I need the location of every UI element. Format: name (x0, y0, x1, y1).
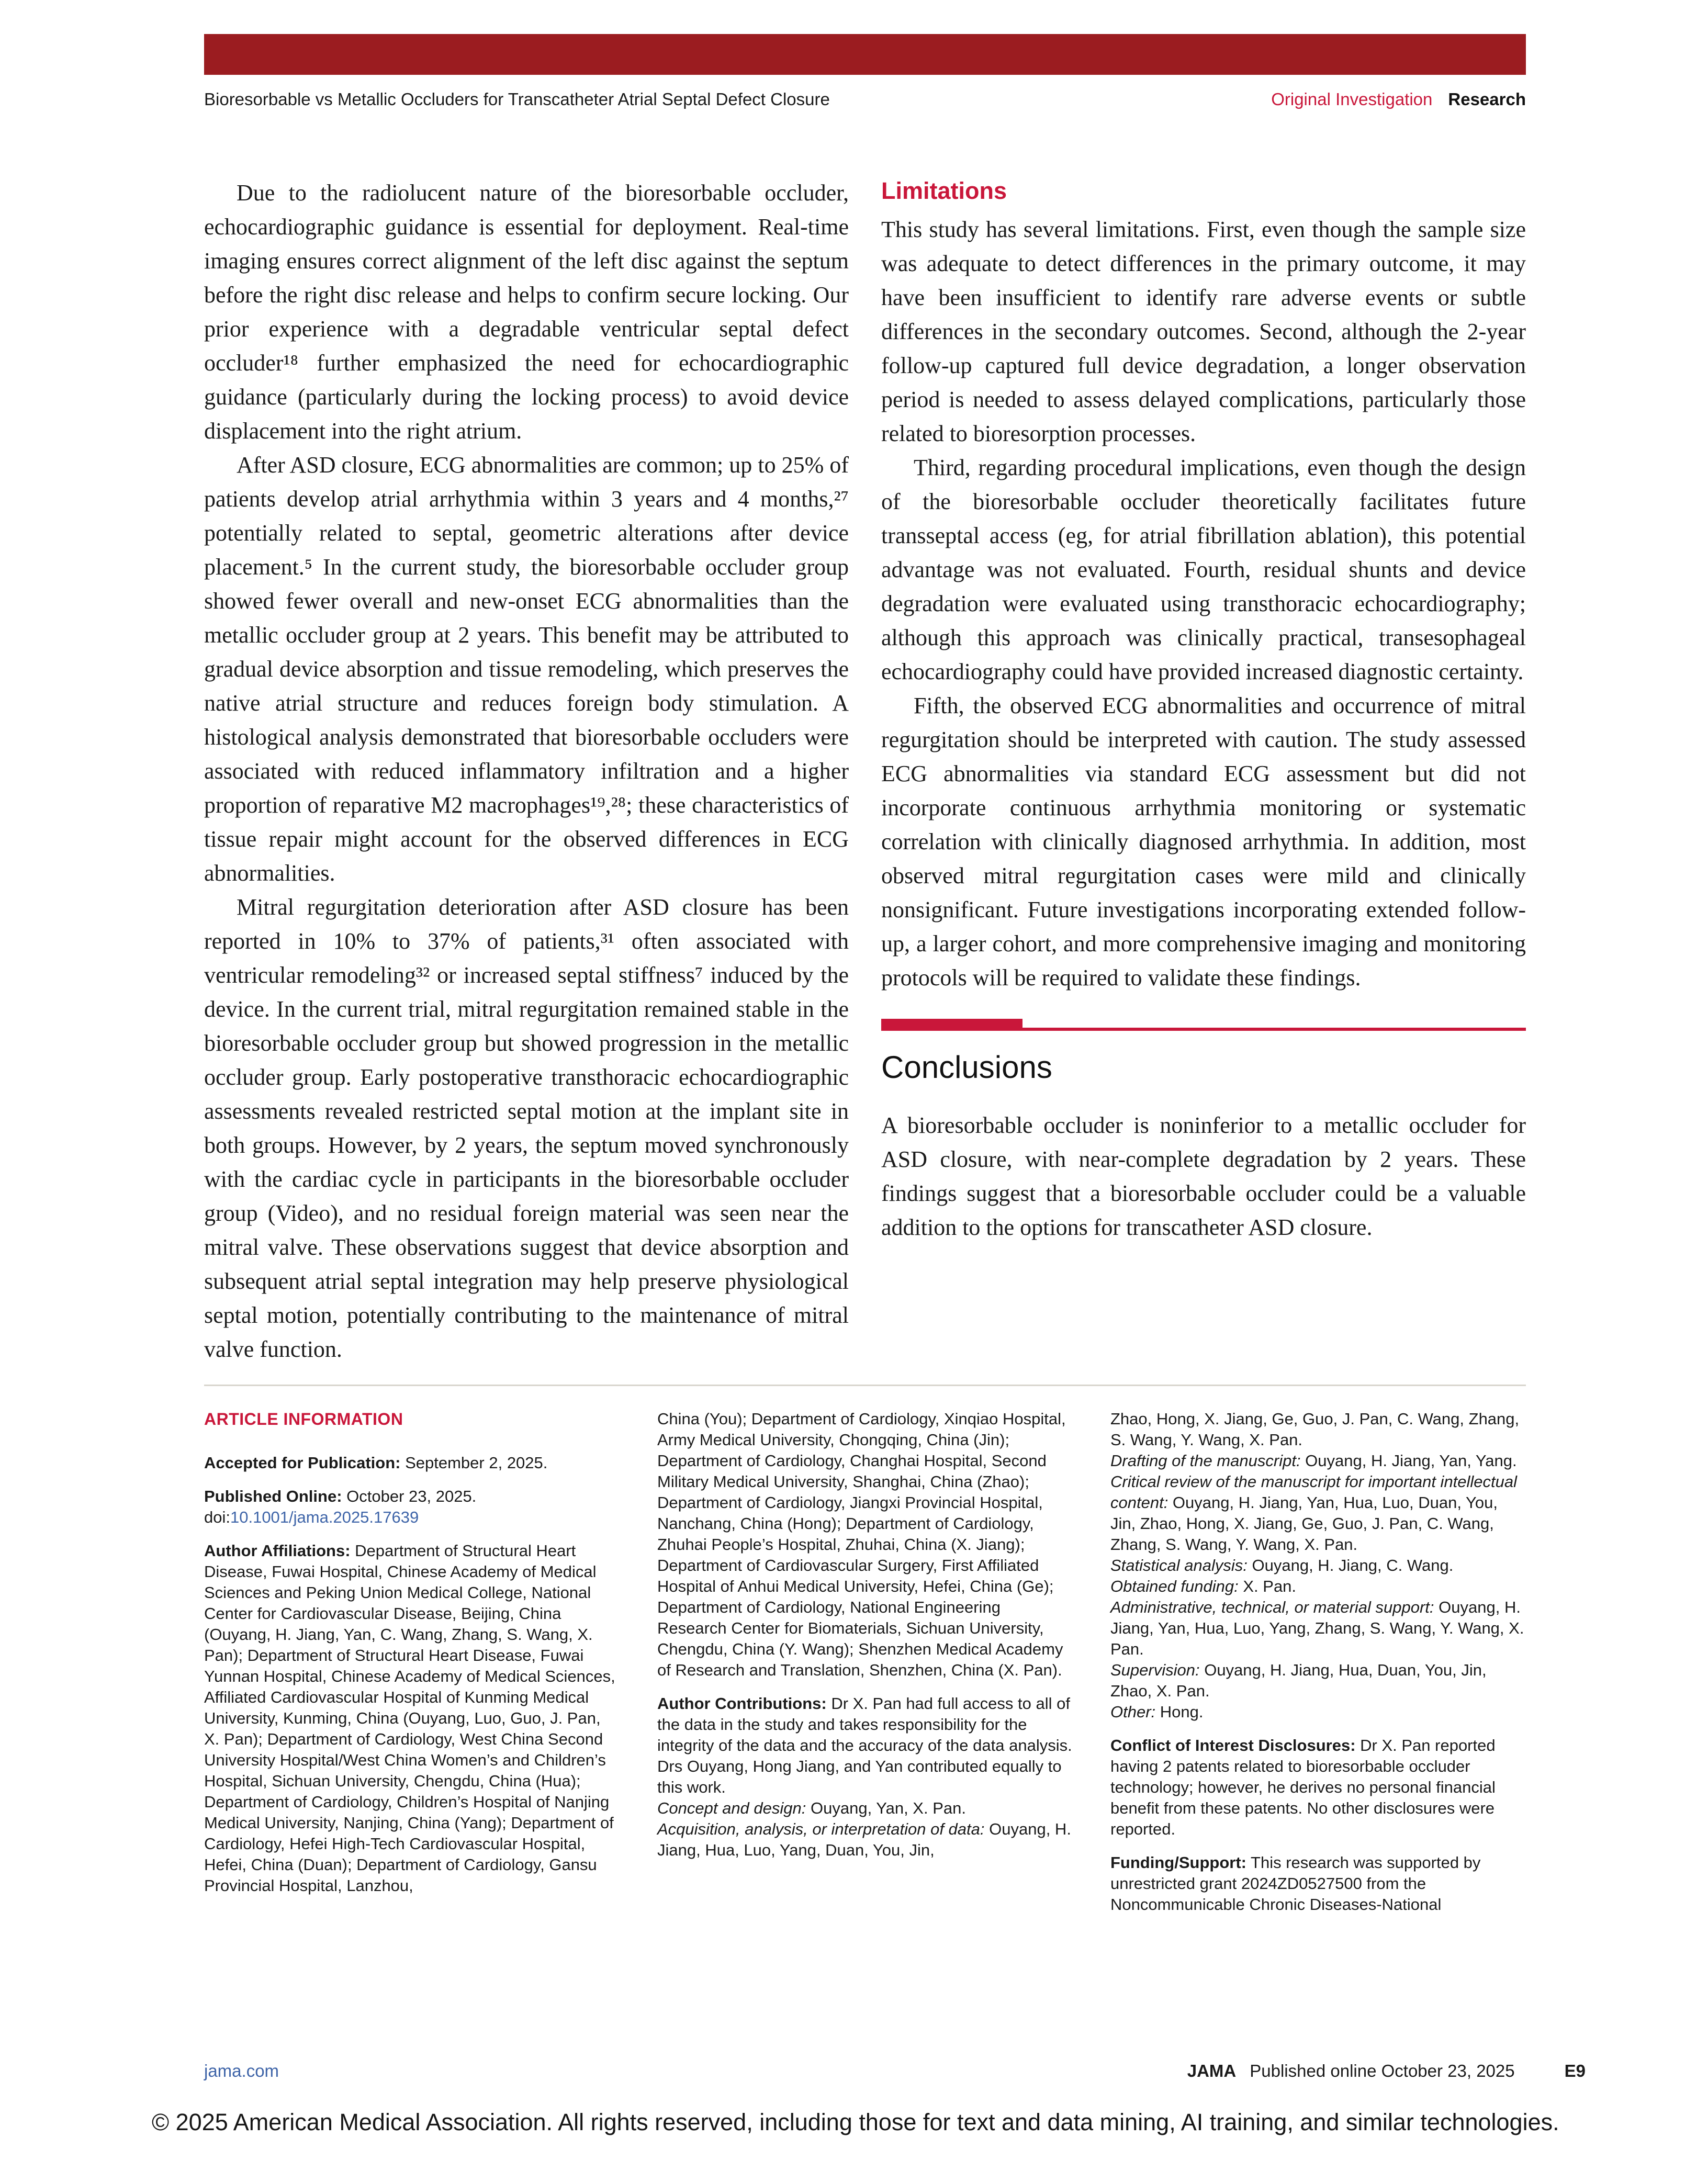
concept-label: Concept and design: (657, 1799, 806, 1817)
critical-review-entry (1110, 1471, 1525, 1555)
article-information-section (204, 1409, 1526, 1915)
published-online-footer: Published online October 23, 2025 (1250, 2061, 1515, 2080)
statistical-text: Ouyang, H. Jiang, C. Wang. (1247, 1556, 1454, 1574)
published-online (204, 1486, 619, 1528)
funding-support (1110, 1852, 1525, 1915)
concept-text: Ouyang, Yan, X. Pan. (806, 1799, 966, 1817)
conflict-disclosures (1110, 1735, 1525, 1840)
funding-label: Funding/Support: (1110, 1853, 1246, 1872)
body-paragraph: This study has several limitations. First, even though the sample size was adequate to detect differences in the primary outcome, it may have been insufficient to identify rare adverse events or subtle differences in the secondary outcomes. Second, although the 2-year follow-up captured full device degradation, a longer observation period is needed to assess delayed complications, particularly those related to bioresorption processes. (881, 217, 1526, 446)
acquisition-continued (1110, 1409, 1525, 1450)
body-paragraph: Fifth, the observed ECG abnormalities and occurrence of mitral regurgitation should be interpreted with caution. The study assessed ECG abnormalities via standard ECG assessment but did not incorporate continuous arrhythmia monitoring or systematic correlation with clinically diagnosed arrhythmia. In addition, most observed mitral regurgitation cases were mild and clinically nonsignificant. Future investigations incorporating extended follow-up, a larger cohort, and more comprehensive imaging and monitoring protocols will be required to validate these findings. (881, 693, 1526, 991)
body-paragraph: A bioresorbable occluder is noninferior to a metallic occluder for ASD closure, with near-complete degradation by 2 years. These findings suggest that a bioresorbable occluder could be a valuable addition to the options for transcatheter ASD closure. (881, 1112, 1526, 1240)
statistical-label: Statistical analysis: (1110, 1556, 1248, 1574)
doi-line (204, 1507, 419, 1528)
contributions-text: Dr X. Pan had full access to all of the data in the study and takes responsibility for the integrity of the data and the accuracy of the data analysis. Drs Ouyang, Hong Jiang, and Yan contributed equally to this work. (657, 1694, 1072, 1796)
obtained-text: X. Pan. (1238, 1577, 1297, 1595)
conflict-label: Conflict of Interest Disclosures: (1110, 1736, 1356, 1754)
drafting-text: Ouyang, H. Jiang, Yan, Yang. (1300, 1452, 1517, 1470)
admin-text: Ouyang, H. Jiang, Yan, Hua, Luo, Yang, Zhang, S. Wang, Y. Wang, X. Pan. (1110, 1598, 1524, 1658)
critical-text: Ouyang, H. Jiang, Yan, Hua, Luo, Duan, You, Jin, Zhao, Hong, X. Jiang, Ge, Guo, J. Pan, C. Wang, Zhang, S. Wang, Y. Wang, X. Pan. (1110, 1493, 1498, 1554)
footer-right (1187, 2061, 1586, 2082)
info-column-3 (1110, 1409, 1525, 1915)
doi-link[interactable]: 10.1001/jama.2025.17639 (230, 1508, 419, 1526)
contributions-label: Author Contributions: (657, 1694, 827, 1713)
body-paragraph: Mitral regurgitation deterioration after ASD closure has been reported in 10% to 37% of patients,³¹ often associated with ventricular remodeling³² or increased septal stiffness⁷ induced by the device. In the current trial, mitral regurgitation remained stable in the bioresorbable occluder group but showed progression in the metallic occluder group. Early postoperative transthoracic echocardiographic assessments revealed restricted septal motion at the implant site in both groups. However, by 2 years, the septum moved synchronously with the cardiac cycle in participants in the bioresorbable occluder group (Video), and no residual foreign material was seen near the mitral valve. These observations suggest that device absorption and subsequent atrial septal integration may help preserve physiological septal motion, potentially contributing to the maintenance of mitral valve function. (204, 894, 849, 1362)
acquisition-text: Ouyang, H. Jiang, Hua, Luo, Yang, Duan, You, Jin, (657, 1820, 1071, 1859)
body-paragraph: Third, regarding procedural implications, even though the design of the bioresorbable occluder theoretically facilitates future transseptal access (eg, for atrial fibrillation ablation), this potential advantage was not evaluated. Fourth, residual shunts and device degradation were evaluated using transthoracic echocardiography; although this approach was clinically practical, transesophageal echocardiography could have provided increased diagnostic certainty. (881, 455, 1526, 684)
accepted-label: Accepted for Publication: (204, 1454, 401, 1472)
divider-thin-rule (1022, 1028, 1526, 1031)
conclusions-divider (881, 1019, 1526, 1031)
acquisition-label: Acquisition, analysis, or interpretation of data: (657, 1820, 985, 1838)
concept-and-design (657, 1798, 1072, 1819)
accepted-for-publication (204, 1453, 619, 1473)
published-label: Published Online: (204, 1487, 342, 1505)
doi-prefix: doi: (204, 1508, 230, 1526)
drafting-entry (1110, 1450, 1525, 1471)
article-info-divider (204, 1385, 1526, 1386)
supervision-label: Supervision: (1110, 1661, 1200, 1679)
accepted-text: September 2, 2025. (400, 1454, 548, 1472)
body-paragraph: After ASD closure, ECG abnormalities are common; up to 25% of patients develop atrial arrhythmia within 3 years and 4 months,²⁷ potentially related to septal, geometric alterations after device placement.⁵ In the current study, the bioresorbable occluder group showed fewer overall and new-onset ECG abnormalities than the metallic occluder group at 2 years. This benefit may be attributed to gradual device absorption and tissue remodeling, which preserves the native atrial structure and reduces foreign body stimulation. A histological analysis demonstrated that bioresorbable occluders were associated with reduced inflammatory infiltration and a higher proportion of reparative M2 macrophages¹⁹,²⁸; these characteristics of tissue repair might account for the observed differences in ECG abnormalities. (204, 452, 849, 886)
obtained-label: Obtained funding: (1110, 1577, 1239, 1595)
limitations-heading: Limitations (881, 177, 1007, 204)
acquisition-text-part2: Zhao, Hong, X. Jiang, Ge, Guo, J. Pan, C. Wang, Zhang, S. Wang, Y. Wang, X. Pan. (1110, 1410, 1520, 1449)
author-affiliations (204, 1540, 619, 1896)
discussion-columns (204, 176, 1526, 1366)
running-header-right (1271, 89, 1526, 110)
obtained-funding-entry (1110, 1576, 1525, 1597)
info-column-2 (657, 1409, 1072, 1915)
affiliations-text-part2: China (You); Department of Cardiology, Xinqiao Hospital, Army Medical University, Chongqing, China (Jin); Department of Cardiology, Changhai Hospital, Second Military Medical University, Shanghai, China (Zhao); Department of Cardiology, Jiangxi Provincial Hospital, Nanchang, China (Hong); Department of Cardiology, Zhuhai People’s Hospital, Zhuhai, China (X. Jiang); Department of Cardiovascular Surgery, First Affiliated Hospital of Anhui Medical University, Hefei, China (Ge); Department of Cardiology, National Engineering Research Center for Biomaterials, Sichuan University, Chengdu, China (Y. Wang); Shenzhen Medical Academy of Research and Translation, Shenzhen, China (X. Pan). (657, 1410, 1066, 1679)
running-title: Bioresorbable vs Metallic Occluders for Transcatheter Atrial Septal Defect Closure (204, 89, 830, 109)
left-column (204, 176, 849, 1366)
category-label: Original Investigation (1271, 89, 1433, 109)
divider-thick-segment (881, 1019, 1022, 1031)
affiliations-label: Author Affiliations: (204, 1542, 351, 1560)
body-paragraph: Due to the radiolucent nature of the bioresorbable occluder, echocardiographic guidance is essential for deployment. Real-time imaging ensures correct alignment of the left disc against the septum before the right disc release and helps to confirm secure locking. Our prior experience with a degradable ventricular septal defect occluder¹⁸ further emphasized the need for echocardiographic guidance (particularly during the locking process) to avoid device displacement into the right atrium. (204, 180, 849, 444)
admin-label: Administrative, technical, or material support: (1110, 1598, 1434, 1616)
supervision-text: Ouyang, H. Jiang, Hua, Duan, You, Jin, Zhao, X. Pan. (1110, 1661, 1487, 1700)
other-label: Other: (1110, 1703, 1156, 1721)
statistical-analysis-entry (1110, 1555, 1525, 1576)
other-entry (1110, 1702, 1525, 1723)
other-text: Hong. (1155, 1703, 1204, 1721)
admin-support-entry (1110, 1597, 1525, 1660)
drafting-label: Drafting of the manuscript: (1110, 1452, 1301, 1470)
affiliations-continued (657, 1409, 1072, 1681)
info-column-1 (204, 1409, 619, 1915)
conclusions-heading: Conclusions (881, 1050, 1052, 1085)
section-label: Research (1448, 89, 1526, 109)
author-contributions (657, 1693, 1072, 1798)
copyright-line: © 2025 American Medical Association. All rights reserved, including those for text and data mining, AI training, and similar technologies. (152, 2109, 1559, 2135)
acquisition-entry (657, 1819, 1072, 1861)
journal-name: JAMA (1187, 2061, 1237, 2080)
jama-red-banner (204, 34, 1526, 75)
published-text: October 23, 2025. (342, 1487, 477, 1505)
running-header (204, 89, 1526, 110)
right-column (881, 176, 1526, 1366)
jama-site-link[interactable]: jama.com (204, 2061, 279, 2080)
page-number: E9 (1564, 2061, 1586, 2080)
affiliations-text-part1: Department of Structural Heart Disease, Fuwai Hospital, Chinese Academy of Medical Sciences and Peking Union Medical College, National Center for Cardiovascular Disease, Beijing, China (Ouyang, H. Jiang, Yan, C. Wang, Zhang, S. Wang, X. Pan); Department of Structural Heart Disease, Fuwai Yunnan Hospital, Chinese Academy of Medical Sciences, Affiliated Cardiovascular Hospital of Kunming Medical University, Kunming, China (Ouyang, Luo, Guo, J. Pan, X. Pan); Department of Cardiology, West China Second University Hospital/West China Women’s and Children’s Hospital, Sichuan University, Chengdu, China (Hua); Department of Cardiology, Children’s Hospital of Nanjing Medical University, Nanjing, China (Yang); Department of Cardiology, Hefei High-Tech Cardiovascular Hospital, Hefei, China (Duan); Department of Cardiology, Gansu Provincial Hospital, Lanzhou, (204, 1542, 615, 1895)
funding-text: This research was supported by unrestricted grant 2024ZD0527500 from the Noncommunicable Chronic Diseases-National (1110, 1853, 1481, 1914)
critical-label: Critical review of the manuscript for important intellectual content: (1110, 1472, 1518, 1512)
article-information-heading: ARTICLE INFORMATION (204, 1410, 403, 1428)
conflict-text: Dr X. Pan reported having 2 patents related to bioresorbable occluder technology; however, he derives no personal financial benefit from these patents. No other disclosures were reported. (1110, 1736, 1496, 1838)
supervision-entry (1110, 1660, 1525, 1702)
page-footer (204, 2061, 1586, 2082)
